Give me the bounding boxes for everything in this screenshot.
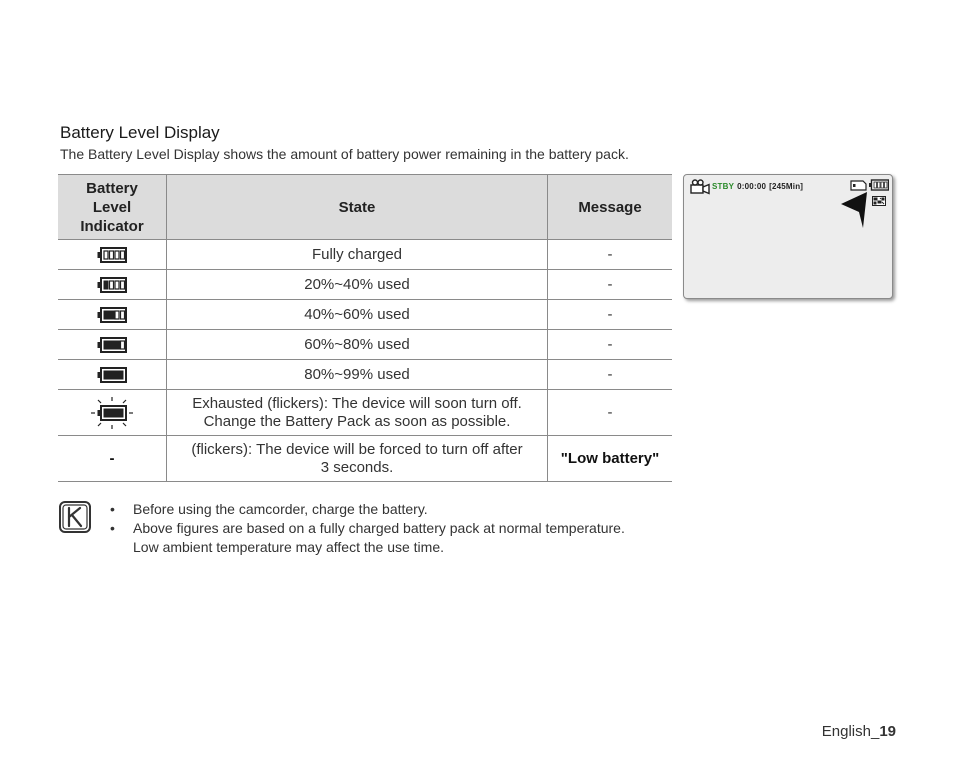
header-indicator-label: Battery Level Indicator bbox=[80, 179, 144, 235]
page-number: 19 bbox=[879, 723, 896, 740]
lcd-status-line bbox=[712, 182, 803, 191]
page-footer bbox=[822, 723, 896, 740]
state-line: Change the Battery Pack as soon as possible. bbox=[203, 412, 511, 430]
lcd-time-counter: 0:00:00 bbox=[737, 182, 767, 191]
header-indicator bbox=[58, 175, 167, 240]
table-row bbox=[58, 360, 672, 390]
state-line: (flickers): The device will be forced to turn off after bbox=[191, 440, 523, 458]
table-header-row bbox=[58, 175, 672, 240]
table-row bbox=[58, 240, 672, 270]
quality-setting-icon bbox=[872, 196, 886, 206]
state-cell: 40%~60% used bbox=[167, 300, 548, 330]
message-cell: - bbox=[548, 360, 673, 390]
header-state: State bbox=[167, 175, 548, 240]
table-row bbox=[58, 330, 672, 360]
state-cell: Fully charged bbox=[167, 240, 548, 270]
message-cell: - bbox=[548, 300, 673, 330]
list-item bbox=[110, 519, 625, 557]
table-row bbox=[58, 270, 672, 300]
state-line: 3 seconds. bbox=[320, 458, 394, 476]
state-cell bbox=[167, 390, 548, 436]
battery-three-bars-icon bbox=[97, 277, 127, 293]
message-cell: - bbox=[548, 270, 673, 300]
lcd-remaining-time: [245Min] bbox=[769, 182, 804, 191]
note-line: Low ambient temperature may affect the use time. bbox=[133, 539, 445, 555]
message-cell: - bbox=[548, 330, 673, 360]
battery-exhausted-flicker-icon bbox=[90, 396, 134, 430]
indicator-cell bbox=[58, 390, 167, 436]
lcd-stby-label: STBY bbox=[712, 182, 735, 191]
state-cell: 80%~99% used bbox=[167, 360, 548, 390]
section-intro: The Battery Level Display shows the amount of battery power remaining in the battery pack. bbox=[60, 146, 629, 162]
battery-one-bar-icon bbox=[97, 337, 127, 353]
message-cell: "Low battery" bbox=[548, 436, 673, 482]
battery-full-icon bbox=[97, 247, 127, 263]
state-cell: 60%~80% used bbox=[167, 330, 548, 360]
pointer-arrow-icon bbox=[839, 190, 875, 230]
indicator-cell bbox=[58, 330, 167, 360]
battery-level-table bbox=[58, 174, 672, 482]
state-cell: 20%~40% used bbox=[167, 270, 548, 300]
indicator-cell bbox=[58, 360, 167, 390]
table-row bbox=[58, 390, 672, 436]
indicator-cell bbox=[58, 240, 167, 270]
lcd-screen-illustration bbox=[683, 174, 893, 299]
note-icon bbox=[59, 501, 91, 533]
battery-low-icon bbox=[97, 367, 127, 383]
notes-list bbox=[110, 500, 625, 557]
section-title: Battery Level Display bbox=[60, 123, 220, 142]
battery-two-bars-icon bbox=[97, 307, 127, 323]
indicator-cell: - bbox=[58, 436, 167, 482]
state-cell bbox=[167, 436, 548, 482]
indicator-cell bbox=[58, 300, 167, 330]
list-item: • Before using the camcorder, charge the battery. bbox=[110, 500, 625, 519]
note-line: Above figures are based on a fully charged battery pack at normal temperature. bbox=[133, 520, 625, 536]
camcorder-mode-icon bbox=[690, 179, 710, 195]
header-message: Message bbox=[548, 175, 673, 240]
table-row bbox=[58, 436, 672, 482]
message-cell: - bbox=[548, 390, 673, 436]
indicator-cell bbox=[58, 270, 167, 300]
message-cell: - bbox=[548, 240, 673, 270]
footer-language: English_ bbox=[821, 723, 880, 740]
table-row bbox=[58, 300, 672, 330]
state-line: Exhausted (flickers): The device will soon turn off. bbox=[192, 394, 522, 412]
